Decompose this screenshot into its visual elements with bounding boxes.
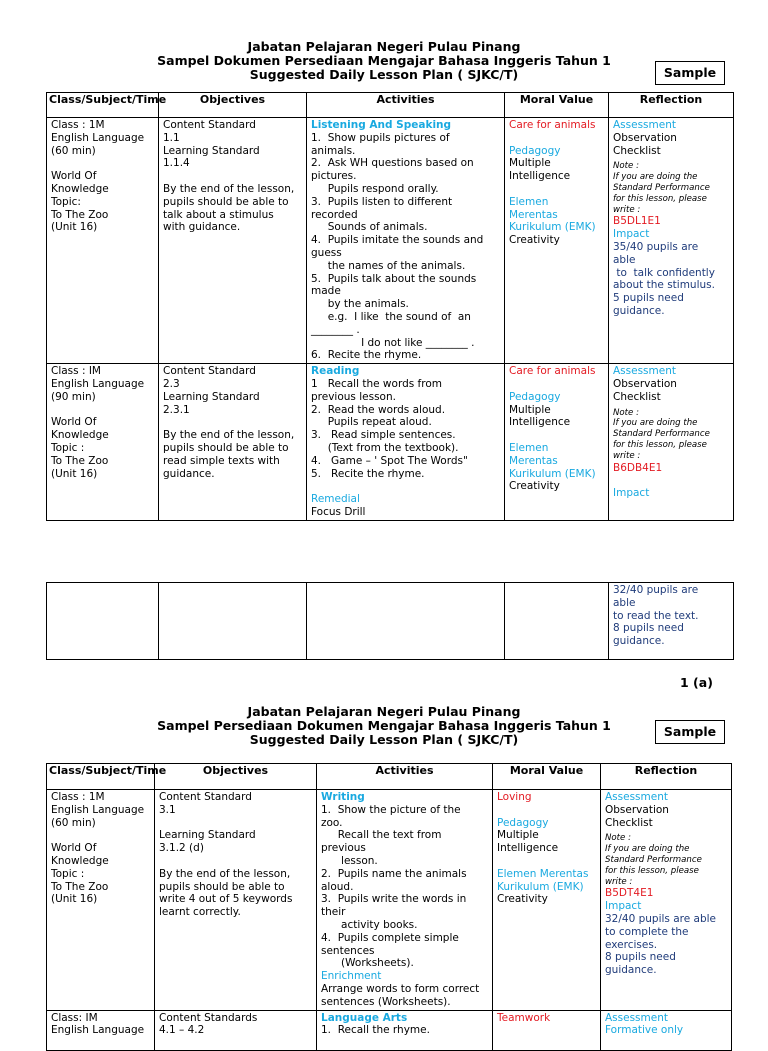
text-line: Multiple bbox=[509, 157, 551, 170]
text-line: Arrange words to form correct bbox=[321, 982, 480, 995]
text-line: Merentas bbox=[509, 454, 558, 467]
text-lines bbox=[605, 913, 727, 977]
text-line: Class : IM bbox=[51, 365, 101, 378]
text-line: English Language bbox=[51, 1024, 145, 1037]
text-line: 1 Recall the words from bbox=[311, 377, 442, 390]
text-line: Checklist bbox=[613, 144, 661, 157]
class-cell bbox=[47, 364, 159, 521]
text-line: To The Zoo bbox=[51, 880, 109, 893]
text-line: previous lesson. bbox=[311, 390, 396, 403]
text-line: Knowledge bbox=[51, 429, 109, 442]
text-line: e.g. I like the sound of an bbox=[311, 310, 471, 323]
emk-value: Creativity bbox=[509, 480, 560, 493]
text-line: 3. Read simple sentences. bbox=[311, 429, 456, 442]
text-line: guidance. bbox=[613, 304, 665, 317]
text-line: pupils should be able to bbox=[163, 195, 289, 208]
objectives-cell bbox=[155, 790, 317, 1011]
text-line: by the animals. bbox=[311, 298, 409, 311]
text-line: Content Standard bbox=[163, 365, 256, 378]
text-line: to talk confidently bbox=[613, 266, 715, 279]
text-line: Content Standard bbox=[159, 791, 252, 803]
text-lines bbox=[163, 365, 302, 480]
impact-label: Impact bbox=[605, 900, 642, 913]
text-lines bbox=[605, 804, 727, 830]
text-line: 1.1.4 bbox=[163, 157, 190, 170]
text-line: Elemen bbox=[509, 441, 549, 454]
text-line: 2.3.1 bbox=[163, 403, 190, 416]
text-lines bbox=[509, 157, 604, 183]
text-line: Content Standard bbox=[163, 119, 256, 131]
text-line: zoo. bbox=[321, 816, 343, 829]
text-lines bbox=[311, 132, 500, 362]
text-line: (90 min) bbox=[51, 390, 96, 403]
text-line: To The Zoo bbox=[51, 208, 109, 221]
table-row bbox=[47, 1010, 732, 1050]
text-line: sentences bbox=[321, 944, 375, 957]
standard-code: B6DB4E1 bbox=[613, 461, 663, 474]
text-line: animals. bbox=[311, 144, 356, 157]
standard-code: B5DT4E1 bbox=[605, 887, 654, 900]
text-line: previous bbox=[321, 842, 366, 855]
text-lines bbox=[613, 161, 729, 215]
text-line: Pupils repeat aloud. bbox=[311, 416, 432, 429]
col-activities-header: Activities bbox=[307, 93, 505, 118]
text-lines bbox=[51, 1012, 150, 1038]
text-line: pictures. bbox=[311, 170, 357, 183]
header-line2: Sampel Persediaan Dokumen Mengajar Bahasa Inggeris Tahun 1 bbox=[157, 718, 611, 733]
text-line: English Language bbox=[51, 131, 145, 144]
text-line: Learning Standard bbox=[163, 390, 260, 403]
text-lines bbox=[51, 119, 154, 234]
text-line: By the end of the lesson, bbox=[163, 429, 295, 442]
table-header-row bbox=[47, 93, 734, 118]
text-lines bbox=[605, 833, 727, 887]
text-line bbox=[163, 170, 302, 183]
text-line: Class : 1M bbox=[51, 119, 105, 131]
text-line: If you are doing the bbox=[605, 844, 690, 855]
text-line: Standard Performance bbox=[613, 429, 710, 440]
text-line: recorded bbox=[311, 208, 358, 221]
remedial-value: Focus Drill bbox=[311, 505, 366, 518]
assessment-extra: Formative only bbox=[605, 1024, 684, 1037]
moral-value: Loving bbox=[497, 791, 532, 803]
activities-cell bbox=[307, 118, 505, 364]
text-line: Sounds of animals. bbox=[311, 221, 428, 234]
text-line: 6. Recite the rhyme. bbox=[311, 349, 422, 362]
text-line: (60 min) bbox=[51, 816, 96, 829]
text-line: Multiple bbox=[509, 403, 551, 416]
text-line: Note : bbox=[613, 161, 639, 172]
text-lines bbox=[613, 584, 729, 648]
text-lines bbox=[311, 378, 500, 480]
impact-label: Impact bbox=[613, 487, 650, 500]
activities-cell bbox=[307, 364, 505, 521]
assessment-label: Assessment bbox=[613, 119, 676, 131]
activity-title: Language Arts bbox=[321, 1011, 408, 1024]
text-line: If you are doing the bbox=[613, 172, 698, 183]
reflection-cell bbox=[601, 790, 732, 1011]
text-line: 3. Pupils write the words in bbox=[321, 893, 467, 906]
text-line: exercises. bbox=[605, 938, 658, 951]
text-line: to read the text. bbox=[613, 609, 699, 622]
assessment-label: Assessment bbox=[605, 1011, 668, 1024]
table-row bbox=[47, 583, 734, 660]
col-moral-header: Moral Value bbox=[493, 764, 601, 790]
text-line: 2. Ask WH questions based on bbox=[311, 157, 474, 170]
text-line: Recall the text from bbox=[321, 829, 442, 842]
text-line: Standard Performance bbox=[605, 854, 702, 865]
reflection-cell bbox=[609, 583, 734, 660]
text-line: Multiple bbox=[497, 829, 539, 842]
text-line: talk about a stimulus bbox=[163, 208, 274, 221]
text-line: 35/40 pupils are bbox=[613, 240, 699, 253]
text-line bbox=[163, 416, 302, 429]
text-line: about the stimulus. bbox=[613, 279, 715, 292]
col-activities-header: Activities bbox=[317, 764, 493, 790]
text-line: Checklist bbox=[613, 390, 661, 403]
text-line: By the end of the lesson, bbox=[163, 182, 295, 195]
moral-cell bbox=[505, 364, 609, 521]
text-line: for this lesson, please bbox=[613, 439, 707, 450]
standard-code: B5DL1E1 bbox=[613, 215, 661, 228]
text-line: Note : bbox=[605, 833, 631, 844]
text-lines bbox=[321, 804, 488, 970]
text-line: write : bbox=[613, 450, 641, 461]
class-cell bbox=[47, 790, 155, 1011]
emk-value: Creativity bbox=[497, 893, 548, 906]
text-line: Content Standards bbox=[159, 1011, 258, 1024]
assessment-label: Assessment bbox=[605, 791, 668, 803]
activities-cell bbox=[317, 790, 493, 1011]
text-line: Observation bbox=[613, 377, 677, 390]
text-line: Knowledge bbox=[51, 182, 109, 195]
text-line: (Unit 16) bbox=[51, 221, 98, 234]
text-line: 4. Game – ' Spot The Words" bbox=[311, 454, 468, 467]
objectives-cell bbox=[159, 364, 307, 521]
text-line: English Language bbox=[51, 803, 145, 816]
text-line: 32/40 pupils are able bbox=[605, 912, 717, 925]
objectives-cell bbox=[159, 118, 307, 364]
text-line: lesson. bbox=[321, 854, 378, 867]
text-line: learnt correctly. bbox=[159, 906, 241, 919]
text-line: World Of bbox=[51, 416, 97, 429]
text-lines bbox=[613, 408, 729, 462]
table-row bbox=[47, 118, 734, 364]
text-line: Knowledge bbox=[51, 854, 109, 867]
text-line: activity books. bbox=[321, 918, 418, 931]
text-lines bbox=[51, 791, 150, 906]
text-line: Intelligence bbox=[497, 842, 559, 855]
text-line: guidance. bbox=[163, 467, 215, 480]
table-header-row bbox=[47, 764, 732, 790]
col-moral-header: Moral Value bbox=[505, 93, 609, 118]
lesson-plan-continuation-table bbox=[46, 582, 734, 660]
text-lines bbox=[613, 378, 729, 404]
text-line: Note : bbox=[613, 407, 639, 418]
text-line: Kurikulum (EMK) bbox=[497, 880, 584, 893]
moral-value: Teamwork bbox=[497, 1011, 551, 1024]
text-line: 1.1 bbox=[163, 131, 180, 144]
text-lines bbox=[159, 791, 312, 919]
text-line: write : bbox=[613, 204, 641, 215]
text-line: Intelligence bbox=[509, 170, 571, 183]
header-line3: Suggested Daily Lesson Plan ( SJKC/T) bbox=[249, 67, 519, 82]
text-line: 3.1 bbox=[159, 803, 176, 816]
text-line: Class : 1M bbox=[51, 791, 105, 803]
text-line: ________ . bbox=[311, 323, 360, 336]
text-line: able bbox=[613, 596, 636, 609]
sample-label: Sample bbox=[655, 720, 725, 744]
text-line: for this lesson, please bbox=[613, 193, 707, 204]
text-line: read simple texts with bbox=[163, 454, 280, 467]
text-line: (60 min) bbox=[51, 144, 96, 157]
text-line: Observation bbox=[613, 131, 677, 144]
sample-label: Sample bbox=[655, 61, 725, 85]
moral-cell bbox=[505, 118, 609, 364]
text-line: By the end of the lesson, bbox=[159, 867, 291, 880]
reflection-cell bbox=[609, 364, 734, 521]
text-line: the names of the animals. bbox=[311, 259, 466, 272]
text-line: Pupils respond orally. bbox=[311, 182, 439, 195]
text-line: 32/40 pupils are bbox=[613, 584, 699, 596]
text-line: Learning Standard bbox=[163, 144, 260, 157]
activity-title: Listening And Speaking bbox=[311, 119, 452, 131]
text-line: 8 pupils need bbox=[613, 622, 684, 635]
text-line: 1. Show pupils pictures of bbox=[311, 131, 450, 144]
class-cell bbox=[47, 583, 159, 660]
text-lines bbox=[321, 983, 488, 1009]
text-line: pupils should be able to bbox=[163, 441, 289, 454]
text-line: Intelligence bbox=[509, 416, 571, 429]
text-line: 1. Recall the rhyme. bbox=[321, 1024, 430, 1037]
activity-title: Writing bbox=[321, 791, 365, 803]
header-line2: Sampel Dokumen Persediaan Mengajar Bahasa Inggeris Tahun 1 bbox=[157, 53, 611, 68]
text-lines bbox=[509, 404, 604, 430]
text-line: 5. Recite the rhyme. bbox=[311, 467, 425, 480]
text-line: (Worksheets). bbox=[321, 957, 414, 970]
text-lines bbox=[497, 829, 596, 855]
header-line3: Suggested Daily Lesson Plan ( SJKC/T) bbox=[249, 732, 519, 747]
text-line: World Of bbox=[51, 170, 97, 183]
moral-value: Care for animals bbox=[509, 365, 596, 378]
col-class-header: Class/Subject/Time bbox=[47, 764, 155, 790]
text-line: If you are doing the bbox=[613, 418, 698, 429]
text-lines bbox=[51, 365, 154, 480]
text-lines bbox=[613, 241, 729, 318]
table-row bbox=[47, 790, 732, 1011]
text-line: Observation bbox=[605, 803, 669, 816]
text-line: 5 pupils need bbox=[613, 292, 684, 305]
objectives-cell bbox=[159, 583, 307, 660]
col-class-header: Class/Subject/Time bbox=[47, 93, 159, 118]
text-line: guidance. bbox=[613, 635, 665, 648]
reflection-cell bbox=[601, 1010, 732, 1050]
text-line: Merentas bbox=[509, 208, 558, 221]
page2-header bbox=[0, 705, 768, 747]
text-line: World Of bbox=[51, 842, 97, 855]
text-line: aloud. bbox=[321, 880, 354, 893]
pedagogy-label: Pedagogy bbox=[509, 144, 561, 157]
text-line: (Unit 16) bbox=[51, 893, 98, 906]
text-lines bbox=[497, 868, 596, 894]
text-line: Learning Standard bbox=[159, 829, 256, 842]
remedial-label: Remedial bbox=[311, 493, 360, 506]
text-line: their bbox=[321, 906, 346, 919]
class-cell bbox=[47, 1010, 155, 1050]
text-lines bbox=[613, 132, 729, 158]
table-row bbox=[47, 364, 734, 521]
text-line: 1. Show the picture of the bbox=[321, 803, 461, 816]
page1-header bbox=[0, 40, 768, 82]
text-line: for this lesson, please bbox=[605, 865, 699, 876]
text-line: sentences (Worksheets). bbox=[321, 995, 451, 1008]
col-reflection-header: Reflection bbox=[601, 764, 732, 790]
text-lines bbox=[509, 442, 604, 480]
text-lines bbox=[163, 119, 302, 234]
moral-value: Care for animals bbox=[509, 119, 596, 131]
enrichment-label: Enrichment bbox=[321, 970, 382, 983]
text-line: (Text from the textbook). bbox=[311, 441, 459, 454]
text-line: Topic : bbox=[51, 867, 85, 880]
text-line: Checklist bbox=[605, 816, 653, 829]
text-line: 2. Read the words aloud. bbox=[311, 403, 446, 416]
text-line: with guidance. bbox=[163, 221, 241, 234]
text-line: 4. Pupils complete simple bbox=[321, 931, 459, 944]
text-line: To The Zoo bbox=[51, 454, 109, 467]
text-line: to complete the bbox=[605, 925, 689, 938]
text-lines bbox=[509, 196, 604, 234]
text-lines bbox=[321, 1024, 488, 1037]
text-line bbox=[159, 817, 312, 830]
header-line1: Jabatan Pelajaran Negeri Pulau Pinang bbox=[247, 39, 521, 54]
emk-value: Creativity bbox=[509, 234, 560, 247]
col-objectives-header: Objectives bbox=[155, 764, 317, 790]
text-line: able bbox=[613, 253, 636, 266]
text-line: (Unit 16) bbox=[51, 467, 98, 480]
pedagogy-label: Pedagogy bbox=[509, 390, 561, 403]
text-line: Kurikulum (EMK) bbox=[509, 221, 596, 234]
text-line: 5. Pupils talk about the sounds bbox=[311, 272, 477, 285]
header-line1: Jabatan Pelajaran Negeri Pulau Pinang bbox=[247, 704, 521, 719]
text-line: pupils should be able to bbox=[159, 880, 285, 893]
text-line bbox=[159, 855, 312, 868]
text-line: Topic : bbox=[51, 441, 85, 454]
text-line: 3.1.2 (d) bbox=[159, 842, 204, 855]
text-line: 4.1 – 4.2 bbox=[159, 1024, 205, 1037]
text-line: Kurikulum (EMK) bbox=[509, 467, 596, 480]
text-line: 8 pupils need bbox=[605, 951, 676, 964]
col-objectives-header: Objectives bbox=[159, 93, 307, 118]
objectives-cell bbox=[155, 1010, 317, 1050]
text-line bbox=[51, 404, 154, 417]
text-line: I do not like ________ . bbox=[311, 336, 475, 349]
text-line: Topic: bbox=[51, 195, 81, 208]
text-lines bbox=[159, 1012, 312, 1038]
activities-cell bbox=[317, 1010, 493, 1050]
text-line: Elemen Merentas bbox=[497, 867, 589, 880]
text-line: guess bbox=[311, 246, 342, 259]
text-line: guidance. bbox=[605, 964, 657, 977]
text-line: Class: IM bbox=[51, 1011, 98, 1024]
text-line: 4. Pupils imitate the sounds and bbox=[311, 234, 484, 247]
text-line: 3. Pupils listen to different bbox=[311, 195, 453, 208]
reflection-cell bbox=[609, 118, 734, 364]
text-line: write : bbox=[605, 876, 633, 887]
text-line: English Language bbox=[51, 377, 145, 390]
text-line: write 4 out of 5 keywords bbox=[159, 893, 293, 906]
assessment-label: Assessment bbox=[613, 365, 676, 378]
activities-cell bbox=[307, 583, 505, 660]
pedagogy-label: Pedagogy bbox=[497, 816, 549, 829]
moral-cell bbox=[505, 583, 609, 660]
page-number: 1 (a) bbox=[680, 675, 713, 690]
text-line bbox=[51, 829, 150, 842]
col-reflection-header: Reflection bbox=[609, 93, 734, 118]
impact-label: Impact bbox=[613, 228, 650, 241]
activity-title: Reading bbox=[311, 365, 360, 378]
lesson-plan-table-2 bbox=[46, 763, 732, 1051]
moral-cell bbox=[493, 1010, 601, 1050]
text-line bbox=[51, 157, 154, 170]
text-line: Standard Performance bbox=[613, 182, 710, 193]
text-line: made bbox=[311, 285, 341, 298]
moral-cell bbox=[493, 790, 601, 1011]
text-line: 2.3 bbox=[163, 377, 180, 390]
lesson-plan-table-1 bbox=[46, 92, 734, 521]
text-line: Elemen bbox=[509, 195, 549, 208]
text-line: 2. Pupils name the animals bbox=[321, 867, 467, 880]
class-cell bbox=[47, 118, 159, 364]
